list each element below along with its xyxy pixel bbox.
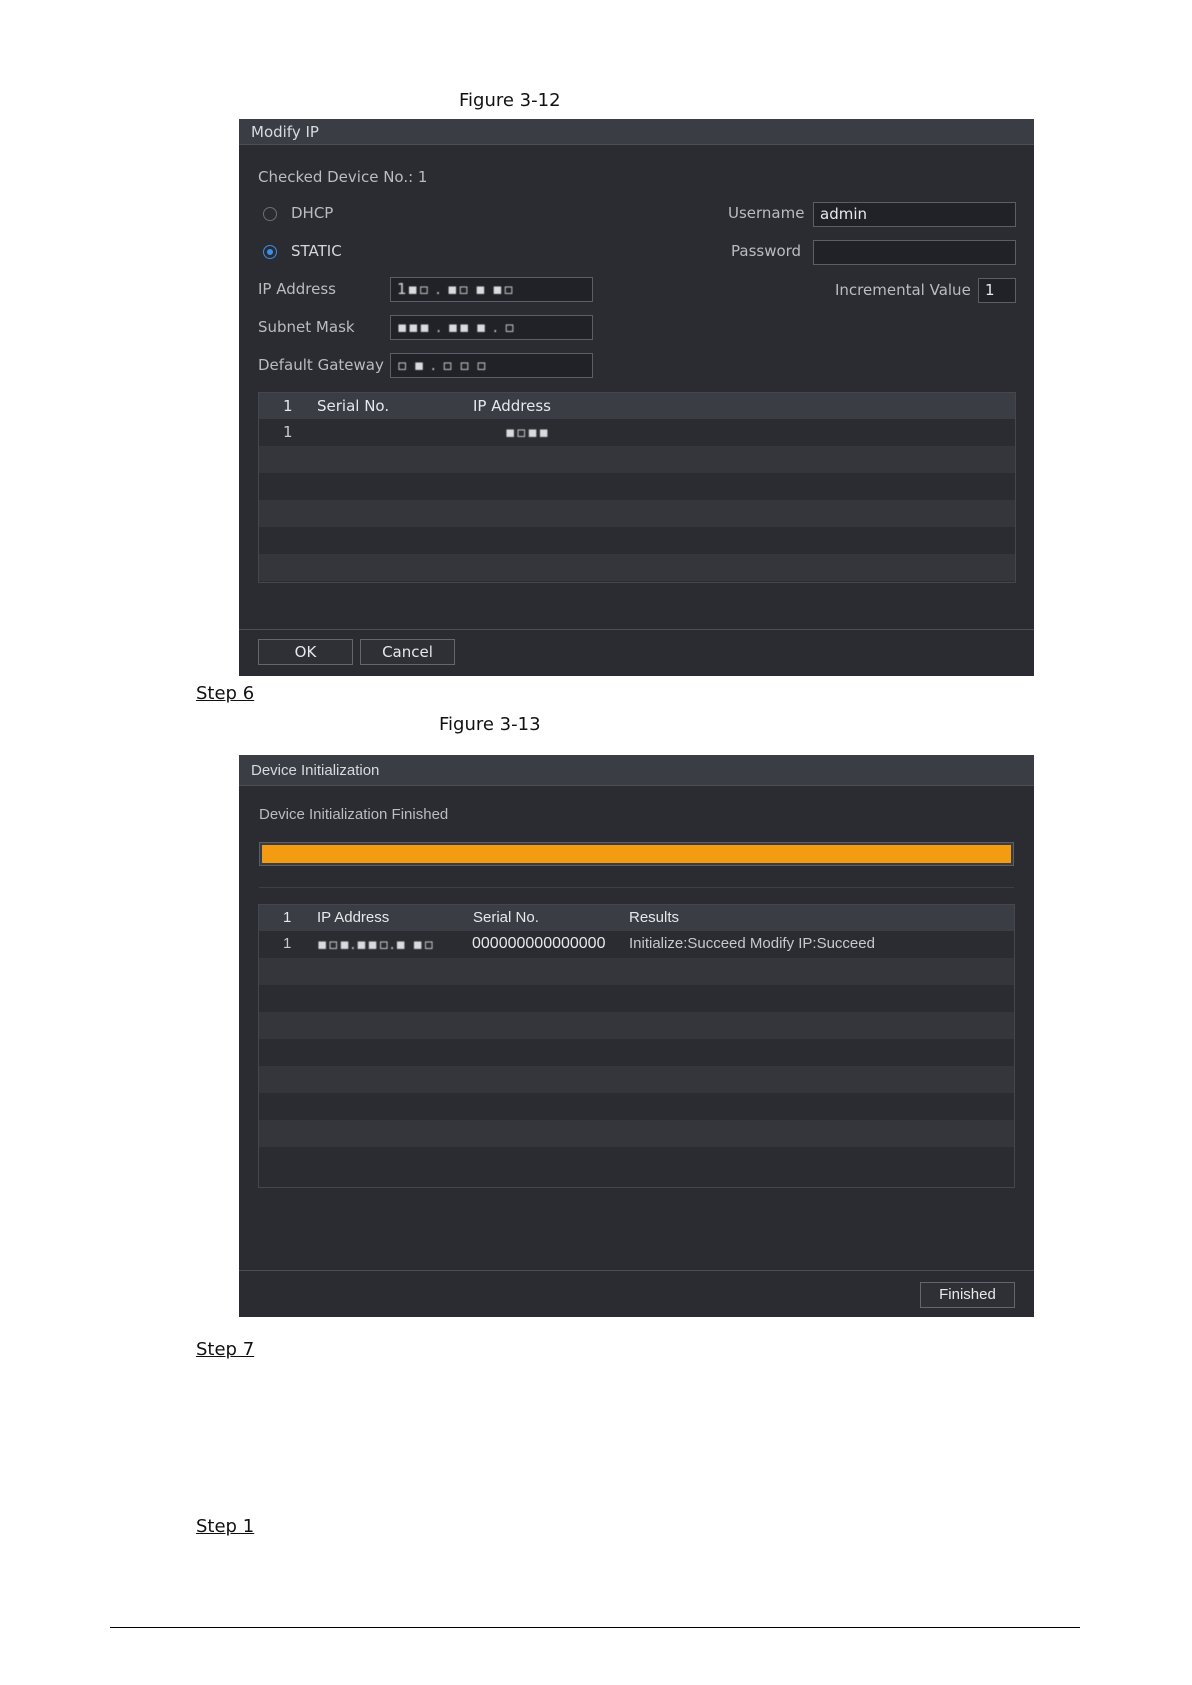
table-row-empty — [259, 958, 1014, 985]
footer-divider — [239, 629, 1034, 630]
table-header — [259, 393, 1015, 419]
row-index: 1 — [283, 935, 292, 952]
device-init-dialog — [239, 755, 1034, 1317]
table-row-empty — [259, 1120, 1014, 1147]
row-ip — [505, 419, 550, 445]
header-results: Results — [629, 909, 680, 926]
username-field[interactable]: admin — [813, 202, 1016, 227]
table-row-empty — [259, 554, 1015, 581]
table-row-empty — [259, 500, 1015, 527]
subnet-mask-label: Subnet Mask — [258, 318, 355, 336]
ok-button[interactable]: OK — [258, 639, 353, 665]
table-row[interactable] — [259, 931, 1014, 958]
username-label: Username — [728, 204, 805, 222]
divider — [259, 887, 1014, 888]
dhcp-label: DHCP — [291, 204, 334, 222]
row-ip-value: ▪▫▪.▪▪▫.▪ ▪▫ — [317, 935, 435, 953]
header-ip-address: IP Address — [473, 397, 551, 415]
header-select[interactable]: 1 — [283, 909, 292, 926]
table-row[interactable] — [259, 419, 1015, 446]
cancel-button[interactable]: Cancel — [360, 639, 455, 665]
default-gateway-label: Default Gateway — [258, 356, 384, 374]
dialog-title: Modify IP — [239, 119, 1034, 145]
step-label: Step 1 — [196, 1516, 255, 1537]
modify-ip-dialog — [239, 119, 1034, 676]
figure-caption: Figure 3-13 — [439, 714, 541, 735]
header-serial-no: Serial No. — [473, 909, 539, 926]
row-ip — [317, 931, 435, 957]
dialog-title: Device Initialization — [239, 755, 1034, 786]
device-table — [258, 392, 1016, 583]
row-ip-value: ▪▫▪▪ — [505, 423, 550, 441]
footer-divider — [239, 1270, 1034, 1271]
row-index: 1 — [283, 423, 293, 441]
results-table — [258, 904, 1015, 1188]
table-row-empty — [259, 527, 1015, 554]
finished-button[interactable]: Finished — [920, 1282, 1015, 1308]
progress-fill — [262, 845, 1011, 863]
table-header — [259, 905, 1014, 931]
row-results: Initialize:Succeed Modify IP:Succeed — [629, 935, 875, 952]
table-row-empty — [259, 1093, 1014, 1120]
ip-address-field[interactable] — [390, 277, 593, 302]
ip-address-value: 1▪▫ . ▪▫ ▪ ▪▫ — [397, 280, 515, 298]
table-row-empty — [259, 1066, 1014, 1093]
password-field[interactable] — [813, 240, 1016, 265]
table-row-empty — [259, 1039, 1014, 1066]
header-select[interactable]: 1 — [283, 397, 293, 415]
table-row-empty — [259, 1147, 1014, 1174]
subnet-mask-field[interactable] — [390, 315, 593, 340]
default-gateway-value: ▫ ▪ . ▫ ▫ ▫ — [397, 356, 488, 374]
table-row-empty — [259, 446, 1015, 473]
row-serial: 000000000000000 — [472, 935, 606, 952]
dhcp-radio[interactable] — [263, 207, 277, 221]
incremental-value-field[interactable]: 1 — [978, 278, 1016, 303]
static-radio[interactable] — [263, 245, 277, 259]
progress-bar — [259, 842, 1014, 866]
password-label: Password — [731, 242, 802, 260]
default-gateway-field[interactable] — [390, 353, 593, 378]
table-row-empty — [259, 985, 1014, 1012]
checked-device-count: Checked Device No.: 1 — [258, 168, 428, 186]
step-label: Step 6 — [196, 683, 255, 704]
table-row-empty — [259, 473, 1015, 500]
table-row-empty — [259, 1012, 1014, 1039]
init-status: Device Initialization Finished — [259, 806, 449, 823]
step-label: Step 7 — [196, 1339, 255, 1360]
header-ip-address: IP Address — [317, 909, 390, 926]
header-serial-no: Serial No. — [317, 397, 390, 415]
figure-caption: Figure 3-12 — [459, 90, 561, 111]
static-label: STATIC — [291, 242, 342, 260]
ip-address-label: IP Address — [258, 280, 336, 298]
subnet-mask-value: ▪▪▪ . ▪▪ ▪ . ▫ — [397, 318, 516, 336]
incremental-value-label: Incremental Value — [835, 281, 971, 299]
footer-rule — [110, 1627, 1080, 1628]
